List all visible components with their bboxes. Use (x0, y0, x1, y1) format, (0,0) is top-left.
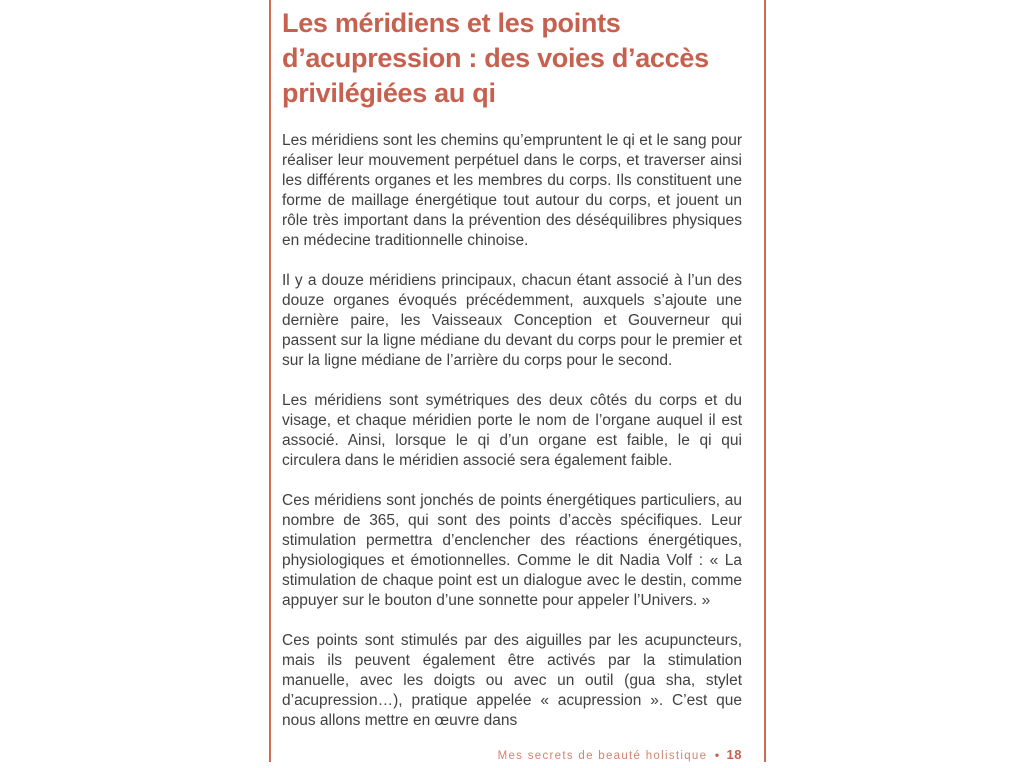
page-title (282, 6, 742, 111)
bullet-separator-icon: • (714, 748, 720, 762)
page-title-line: Les méridiens et les points (282, 8, 621, 38)
page-footer (282, 747, 742, 762)
paragraph: Ces points sont stimulés par des aiguilles par les acupuncteurs, mais ils peuvent également être activés par la stimulation manuelle, avec les doigts ou avec un outil (gua sha, stylet d’acupression…), pratique appelée « acupression ». C’est que nous allons mettre en œuvre dans (282, 632, 742, 729)
paragraph: Ces méridiens sont jonchés de points énergétiques particuliers, au nombre de 365, qui sont des points d’accès spécifiques. Leur stimulation permettra d’enclencher des réactions énergétiques, physiologiques et émotionnelles. Comme le dit Nadia Volf : « La stimulation de chaque point est un dialogue avec le destin, comme appuyer sur le bouton d’une sonnette pour appeler l’Univers. » (282, 492, 742, 609)
left-border-rule (269, 0, 271, 762)
body-text (282, 131, 742, 731)
paragraph: Les méridiens sont symétriques des deux côtés du corps et du visage, et chaque méridien porte le nom de l’organe auquel il est associé. Ainsi, lorsque le qi d’un organe est faible, le qi qui circulera dans le méridien associé sera également faible. (282, 392, 742, 469)
page-title-line: privilégiées au qi (282, 78, 496, 108)
page-title-line: d’acupression : des voies d’accès (282, 43, 709, 73)
paragraph: Les méridiens sont les chemins qu’empruntent le qi et le sang pour réaliser leur mouvement perpétuel dans le corps, et traverser ainsi les différents organes et les membres du corps. Ils constituent une forme de maillage énergétique tout autour du corps, et jouent un rôle très important dans la prévention des déséquilibres physiques en médecine traditionnelle chinoise. (282, 132, 742, 249)
paragraph: Il y a douze méridiens principaux, chacun étant associé à l’un des douze organes évoqués précédemment, auxquels s’ajoute une dernière paire, les Vaisseaux Conception et Gouverneur qui passent sur la ligne médiane du devant du corps pour le premier et sur la ligne médiane de l’arrière du corps pour le second. (282, 272, 742, 369)
page-number: 18 (726, 747, 742, 762)
right-border-rule (764, 0, 766, 762)
book-title: Mes secrets de beauté holistique (497, 750, 708, 762)
page-content (282, 6, 742, 751)
